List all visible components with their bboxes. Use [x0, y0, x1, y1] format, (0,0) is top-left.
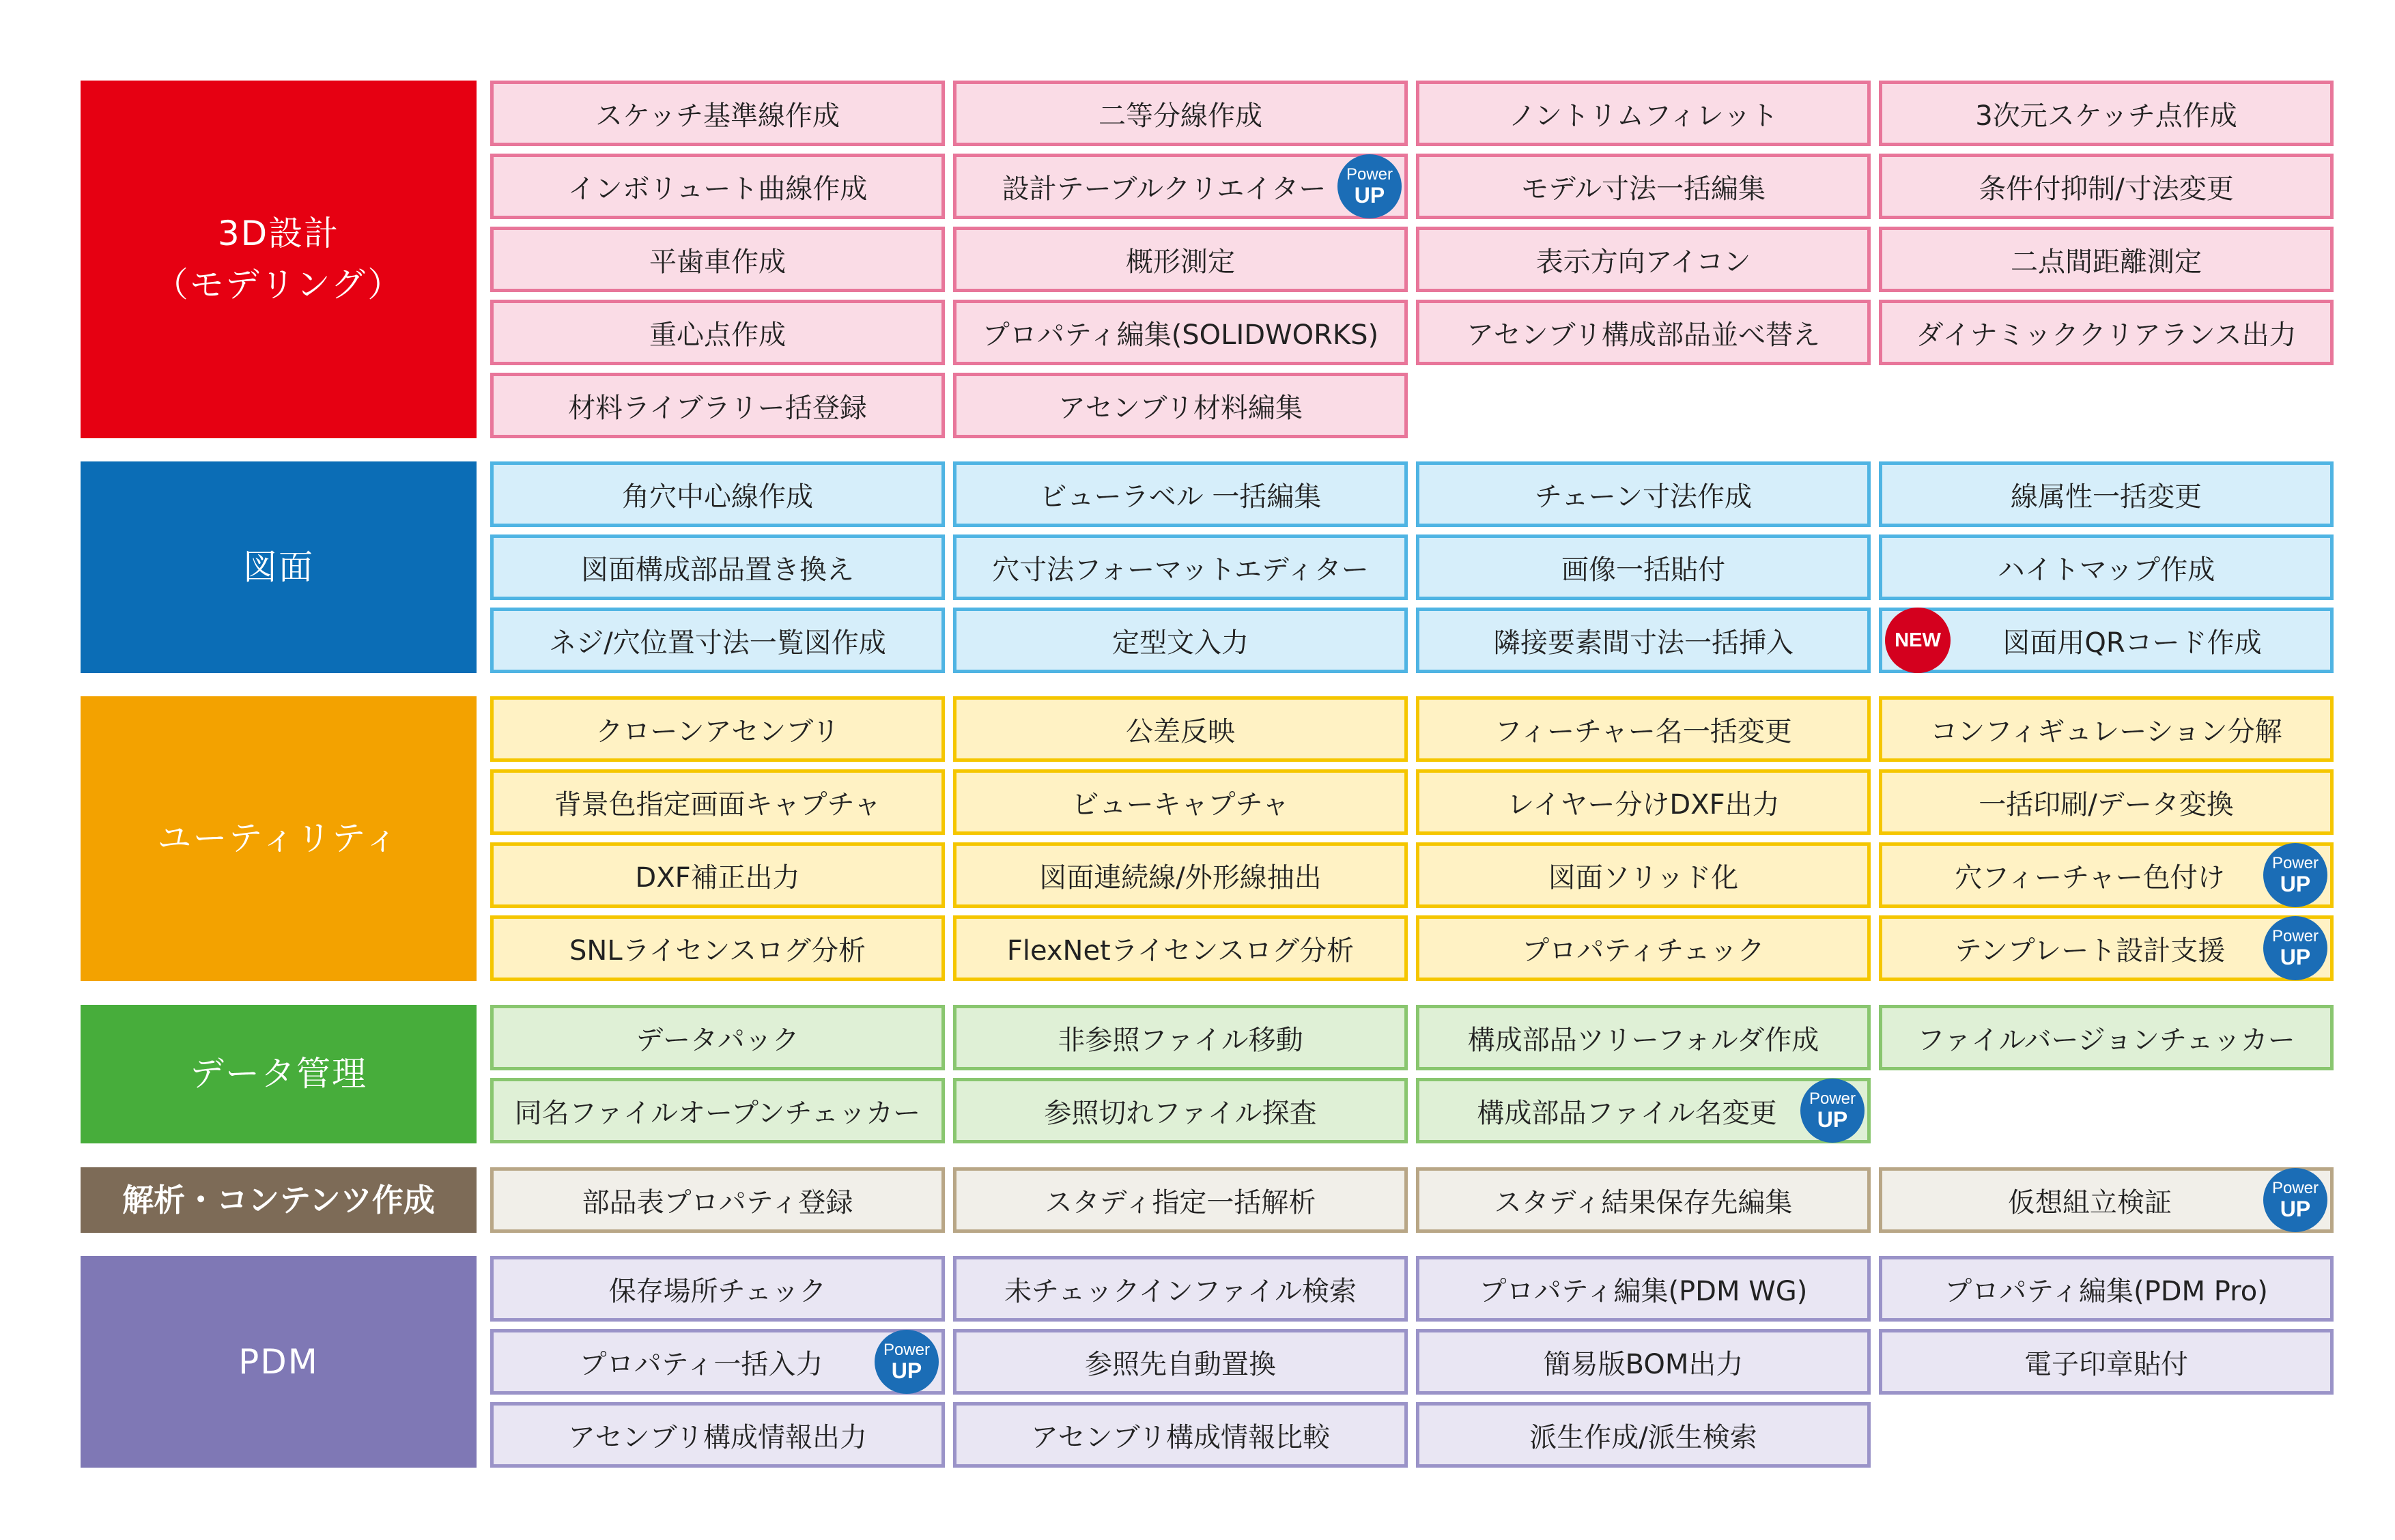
feature-item[interactable] — [490, 842, 945, 908]
feature-label: ハイトマップ作成 — [1997, 554, 2215, 586]
feature-item[interactable] — [490, 915, 945, 981]
badge-up-text: UP — [2280, 945, 2311, 969]
feature-label: 画像一括貼付 — [1561, 554, 1725, 586]
feature-item[interactable] — [490, 534, 945, 600]
feature-label: 穴寸法フォーマットエディター — [992, 554, 1369, 586]
feature-item[interactable] — [490, 769, 945, 835]
feature-label: 図面ソリッド化 — [1548, 861, 1739, 894]
feature-label: プロパティ編集(PDM WG) — [1479, 1275, 1808, 1307]
feature-item[interactable] — [490, 696, 945, 762]
feature-item[interactable] — [490, 1167, 945, 1233]
feature-label: コンフィギュレーション分解 — [1930, 715, 2282, 747]
power-up-badge — [2263, 916, 2327, 980]
feature-label: 3次元スケッチ点作成 — [1975, 100, 2237, 132]
feature-label: チェーン寸法作成 — [1535, 481, 1752, 513]
feature-label: テンプレート設計支援 — [1954, 935, 2226, 967]
feature-label: ビューラベル 一括編集 — [1039, 481, 1322, 513]
feature-item[interactable] — [1879, 1005, 2334, 1070]
feature-item[interactable] — [953, 461, 1408, 527]
feature-label: プロパティチェック — [1522, 935, 1765, 967]
feature-item[interactable] — [1416, 769, 1871, 835]
feature-item[interactable] — [490, 461, 945, 527]
feature-label: アセンブリ構成情報出力 — [568, 1421, 867, 1453]
feature-label: 定型文入力 — [1112, 627, 1249, 659]
badge-up-text: UP — [1354, 183, 1385, 208]
badge-power-text: Power — [2271, 1179, 2319, 1197]
feature-item[interactable] — [1879, 842, 2334, 908]
feature-item[interactable] — [953, 1329, 1408, 1395]
feature-item[interactable] — [490, 81, 945, 146]
feature-item[interactable] — [1416, 915, 1871, 981]
feature-item[interactable] — [953, 300, 1408, 365]
feature-label: 未チェックインファイル検索 — [1004, 1275, 1357, 1307]
feature-label: アセンブリ構成部品並べ替え — [1466, 319, 1820, 351]
feature-label: 図面連続線/外形線抽出 — [1039, 861, 1322, 894]
feature-item[interactable] — [953, 915, 1408, 981]
feature-item[interactable] — [1416, 1329, 1871, 1395]
feature-label: インボリュート曲線作成 — [567, 173, 868, 205]
feature-item[interactable] — [1416, 461, 1871, 527]
feature-label: ネジ/穴位置寸法一覧図作成 — [549, 627, 886, 659]
category-drawing: 図面 — [81, 461, 477, 673]
feature-item[interactable] — [953, 1167, 1408, 1233]
feature-item[interactable] — [953, 696, 1408, 762]
power-up-badge — [1337, 154, 1402, 218]
feature-label: 電子印章貼付 — [2024, 1348, 2188, 1380]
feature-label: 派生作成/派生検索 — [1529, 1421, 1757, 1453]
feature-item[interactable] — [1879, 300, 2334, 365]
category-pdm: PDM — [81, 1256, 477, 1468]
feature-item[interactable] — [1879, 769, 2334, 835]
feature-label: 仮想組立検証 — [2008, 1186, 2172, 1218]
feature-label: 図面構成部品置き換え — [581, 554, 854, 586]
badge-power-text: Power — [883, 1341, 931, 1359]
badge-power-text: Power — [2271, 927, 2319, 945]
feature-item[interactable] — [1416, 1005, 1871, 1070]
feature-item[interactable] — [1879, 1329, 2334, 1395]
badge-up-text: UP — [1817, 1107, 1848, 1132]
feature-label: 一括印刷/データ変換 — [1979, 788, 2234, 821]
feature-item[interactable] — [1416, 534, 1871, 600]
feature-label: 設計テーブルクリエイター — [1002, 173, 1327, 205]
feature-label: 重心点作成 — [649, 319, 786, 351]
feature-label: 二等分線作成 — [1099, 100, 1262, 132]
feature-item[interactable] — [490, 227, 945, 292]
feature-item[interactable] — [953, 842, 1408, 908]
feature-label: アセンブリ材料編集 — [1058, 392, 1303, 424]
feature-label: 参照切れファイル探査 — [1044, 1097, 1317, 1129]
feature-item[interactable] — [1416, 1167, 1871, 1233]
feature-label: プロパティ一括入力 — [579, 1348, 823, 1380]
feature-item[interactable] — [1879, 1167, 2334, 1233]
feature-item[interactable] — [1879, 696, 2334, 762]
feature-item[interactable] — [490, 373, 945, 438]
feature-item[interactable] — [1879, 534, 2334, 600]
feature-item[interactable] — [1416, 1402, 1871, 1468]
feature-item[interactable] — [490, 1402, 945, 1468]
feature-label: 図面用QRコード作成 — [2002, 627, 2262, 659]
feature-label: フィーチャー名一括変更 — [1494, 715, 1792, 747]
feature-label: 平歯車作成 — [649, 246, 786, 278]
feature-item[interactable] — [1416, 842, 1871, 908]
feature-label: データパック — [636, 1024, 799, 1056]
feature-label: FlexNetライセンスログ分析 — [1006, 935, 1355, 967]
feature-label: プロパティ編集(PDM Pro) — [1944, 1275, 2268, 1307]
feature-label: SNLライセンスログ分析 — [569, 935, 866, 967]
feature-label: スケッチ基準線作成 — [595, 100, 840, 132]
feature-item[interactable] — [953, 227, 1408, 292]
feature-label: スタディ結果保存先編集 — [1494, 1186, 1793, 1218]
feature-item[interactable] — [1879, 915, 2334, 981]
feature-label: 背景色指定画面キャプチャ — [554, 788, 881, 821]
feature-item[interactable] — [1879, 1256, 2334, 1322]
feature-item[interactable] — [490, 1256, 945, 1322]
feature-label: モデル寸法一括編集 — [1521, 173, 1766, 205]
feature-item[interactable] — [953, 1005, 1408, 1070]
category-analysis: 解析・コンテンツ作成 — [81, 1167, 477, 1233]
feature-item[interactable] — [1416, 227, 1871, 292]
feature-item[interactable] — [1416, 1078, 1871, 1143]
category-utility: ユーティリティ — [81, 696, 477, 981]
power-up-badge — [1800, 1079, 1865, 1143]
category-data: データ管理 — [81, 1005, 477, 1143]
feature-label: 表示方向アイコン — [1535, 246, 1751, 278]
feature-item[interactable] — [953, 154, 1408, 219]
feature-label: プロパティ編集(SOLIDWORKS) — [982, 319, 1379, 351]
feature-item[interactable] — [490, 1078, 945, 1143]
feature-item[interactable] — [1879, 608, 2334, 673]
feature-item[interactable] — [953, 81, 1408, 146]
feature-item[interactable] — [953, 1256, 1408, 1322]
feature-item[interactable] — [953, 534, 1408, 600]
feature-label: 構成部品ファイル名変更 — [1477, 1097, 1777, 1129]
feature-label: 隣接要素間寸法一括挿入 — [1493, 627, 1794, 659]
feature-label: ダイナミッククリアランス出力 — [1916, 319, 2297, 351]
power-up-badge — [2263, 843, 2327, 907]
feature-label: クローンアセンブリ — [595, 715, 840, 747]
feature-label: 保存場所チェック — [608, 1275, 827, 1307]
badge-up-text: UP — [2280, 872, 2311, 896]
feature-item[interactable] — [1879, 154, 2334, 219]
feature-label: スタディ指定一括解析 — [1045, 1186, 1316, 1218]
feature-label: 部品表プロパティ登録 — [582, 1186, 853, 1218]
feature-label: ビューキャプチャ — [1071, 788, 1290, 821]
feature-label: 簡易版BOM出力 — [1543, 1348, 1744, 1380]
badge-power-text: Power — [2271, 854, 2319, 872]
feature-label: レイヤー分けDXF出力 — [1507, 788, 1780, 821]
power-up-badge — [875, 1330, 939, 1394]
feature-label: 二点間距離測定 — [2011, 246, 2202, 278]
feature-item[interactable] — [1879, 81, 2334, 146]
badge-up-text: UP — [2280, 1197, 2311, 1221]
feature-item[interactable] — [1416, 1256, 1871, 1322]
feature-item[interactable] — [953, 769, 1408, 835]
feature-item[interactable] — [490, 608, 945, 673]
feature-item[interactable] — [953, 373, 1408, 438]
feature-label: 穴フィーチャー色付け — [1955, 861, 2225, 894]
new-badge: NEW — [1885, 608, 1951, 673]
feature-item[interactable] — [1416, 81, 1871, 146]
feature-label: 非参照ファイル移動 — [1058, 1024, 1303, 1056]
feature-item[interactable] — [490, 1005, 945, 1070]
badge-power-text: Power — [1346, 165, 1393, 184]
feature-item[interactable] — [953, 608, 1408, 673]
feature-label: 線属性一括変更 — [2011, 481, 2202, 513]
feature-item[interactable] — [1416, 608, 1871, 673]
feature-item[interactable] — [490, 300, 945, 365]
feature-label: 条件付抑制/寸法変更 — [1979, 173, 2234, 205]
feature-item[interactable] — [953, 1078, 1408, 1143]
feature-label: DXF補正出力 — [635, 861, 800, 894]
feature-item[interactable] — [1416, 300, 1871, 365]
feature-label: アセンブリ構成情報比較 — [1031, 1421, 1330, 1453]
feature-label: ファイルバージョンチェッカー — [1917, 1024, 2295, 1056]
feature-item[interactable] — [1416, 696, 1871, 762]
feature-item[interactable] — [1879, 227, 2334, 292]
feature-label: 角穴中心線作成 — [622, 481, 813, 513]
feature-label: ノントリムフィレット — [1508, 100, 1778, 132]
feature-item[interactable] — [1416, 154, 1871, 219]
feature-label: 同名ファイルオープンチェッカー — [514, 1097, 921, 1129]
feature-label: 参照先自動置換 — [1085, 1348, 1276, 1380]
feature-item[interactable] — [953, 1402, 1408, 1468]
category-modeling: 3D設計 （モデリング） — [81, 81, 477, 438]
badge-power-text: Power — [1809, 1089, 1856, 1108]
badge-up-text: UP — [891, 1358, 922, 1383]
power-up-badge — [2263, 1168, 2327, 1232]
feature-label: 構成部品ツリーフォルダ作成 — [1467, 1024, 1819, 1056]
feature-item[interactable] — [490, 154, 945, 219]
feature-item[interactable] — [1879, 461, 2334, 527]
feature-item[interactable] — [490, 1329, 945, 1395]
feature-label: 材料ライブラリー括登録 — [568, 392, 867, 424]
feature-label: 公差反映 — [1126, 715, 1235, 747]
feature-label: 概形測定 — [1126, 246, 1235, 278]
